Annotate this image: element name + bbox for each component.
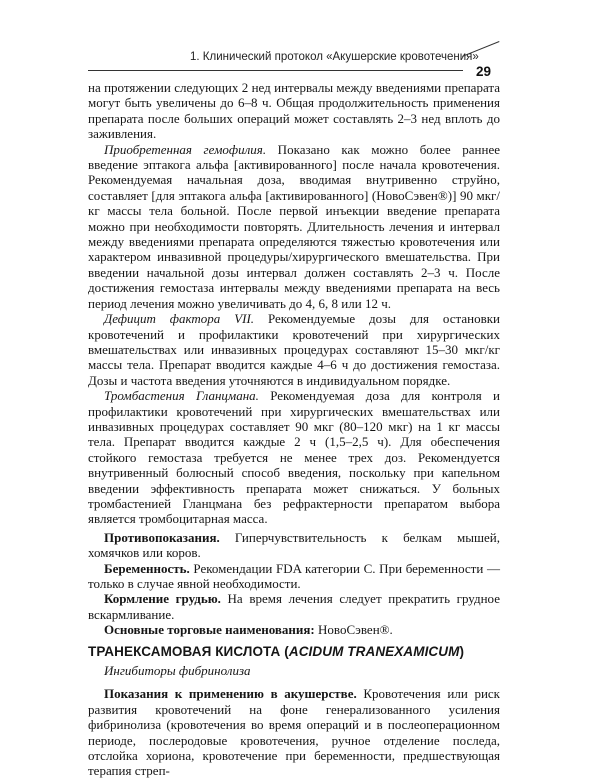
heading-trade-names: Основные торговые наименования:	[104, 622, 315, 638]
page-number: 29	[476, 64, 492, 79]
term-acquired-hemophilia: Приобретенная гемофилия.	[104, 141, 267, 157]
drug-latin-name: ACIDUM TRANEXAMICUM	[288, 643, 460, 659]
heading-indications: Показания к применению в акушерстве.	[104, 686, 357, 702]
paragraph-glanzmann: Тромбастения Гланцмана. Рекомендуемая доза для контроля и профилактики кровотечений при хирургических вмешательствах или инвазивных процедурах составляет 90 мкг (80–120 мкг) на 1 кг массы тела. Препарат вводится каждые 2 ч (1,5–2,5 ч). Для обеспечения стойкого гемостаза требуется не менее трех доз. Рекомендуется внутривенный болюсный способ введения, поскольку при капельном введении эффективность препарата может снижаться. У больных тромбастенией Гланцмана без рефрактерности препаратом выбора является тромбоцитарная масса.	[88, 388, 500, 527]
heading-pregnancy: Беременность.	[104, 560, 190, 576]
paragraph-trade-names: Основные торговые наименования: НовоСэвен®.	[104, 622, 393, 638]
header-rule-slant	[462, 41, 499, 57]
header-rule	[88, 70, 463, 71]
paragraph-breastfeeding: Кормление грудью. На время лечения следует прекратить грудное вскармливание.	[88, 591, 500, 622]
term-glanzmann: Тромбастения Гланцмана.	[104, 388, 259, 404]
paragraph-pregnancy: Беременность. Рекомендации FDA категории C. При беременности — только в случае явной необходимости.	[88, 560, 500, 591]
paragraph-continuation: на протяжении следующих 2 нед интервалы между введениями препарата могут быть увеличены до 6–8 ч. Общая продолжительность применения препарата после больших операций может составлять 2–3 нед вплоть до заживления.	[88, 80, 500, 142]
page-body	[88, 80, 500, 779]
drug-heading: ТРАНЕКСАМОВАЯ КИСЛОТА (ACIDUM TRANEXAMICUM)	[88, 643, 465, 659]
paragraph-indications: Показания к применению в акушерстве. Кровотечения или риск развития кровотечений на фоне генерализованного усиления фибринолиза (кровотечения во время операций и в послеоперационном периоде, послеродовые кровотечения, ручное отделение последа, отслойка хориона, кровотечение при беременности, предшествующая терапия стреп-	[88, 686, 500, 779]
heading-breastfeeding: Кормление грудью.	[104, 591, 221, 607]
heading-contraindications: Противопоказания.	[104, 529, 220, 545]
term-factor-vii-deficiency: Дефицит фактора VII.	[104, 311, 255, 327]
paragraph-acquired-hemophilia: Приобретенная гемофилия. Показано как можно более раннее введение эптакога альфа [активированного] после начала кровотечения. Рекомендуемая начальная доза, вводимая внутривенно струйно, составляет [для эптакога альфа [активированного] (НовоСэвен®)] 90 мкг/кг массы тела больной. После первой инъекции введение препарата можно при необходимости повторять. Длительность лечения и интервал между введениями препарата определяются тяжестью кровотечения или характером инвазивной процедуры/хирургического вмешательства. При введении начальной дозы интервал должен составлять 2–3 ч. После достижения гемостаза интервалы между введениями препарата на весь период лечения можно увеличивать до 4, 6, 8 или 12 ч.	[88, 141, 500, 311]
paragraph-contraindications: Противопоказания. Гиперчувствительность к белкам мышей, хомячков или коров.	[88, 529, 500, 561]
paragraph-factor-vii-deficiency: Дефицит фактора VII. Рекомендуемые дозы для остановки кровотечений и профилактики кровотечений при хирургических вмешательствах или инвазивных процедурах составляют 15–30 мкг/кг массы тела. Препарат вводится каждые 4–6 ч до достижения гемостаза. Дозы и частота введения уточняются в индивидуальном порядке.	[88, 311, 500, 388]
running-header: 1. Клинический протокол «Акушерские кровотечения»	[190, 51, 479, 63]
drug-group: Ингибиторы фибринолиза	[104, 663, 251, 679]
